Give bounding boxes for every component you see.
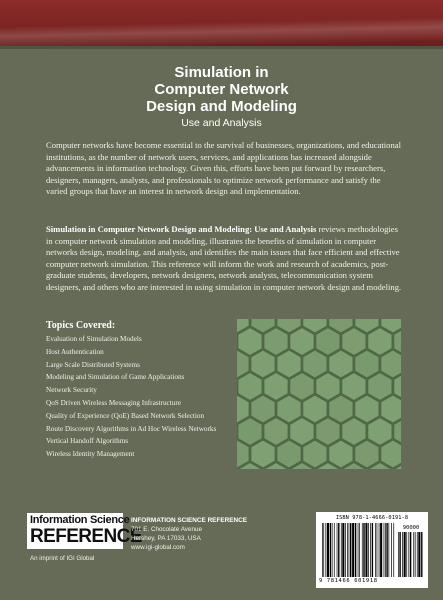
topic-item: Large Scale Distributed Systems: [46, 360, 140, 369]
barcode-bar: [323, 523, 324, 577]
barcode-bar: [347, 523, 348, 577]
barcode-bar: [385, 523, 386, 577]
description-paragraph-1: Computer networks have become essential to the survival of businesses, organizations, and educational institutions, as the number of network users, services, and applications has increased alongside advancements in information technology. Given this, efforts have been put forward by researchers, designers, managers, analysts, and professionals to optimize network performance and satisfy the varied groups that have an interest in network design and implementation.: [46, 140, 401, 197]
barcode-bar: [337, 523, 338, 577]
barcode-bar: [327, 523, 329, 577]
barcode-bar: [421, 532, 422, 577]
barcode-bar: [365, 523, 367, 577]
hexagon-pattern: [237, 319, 401, 469]
barcode-bar: [384, 523, 385, 577]
publisher-address-line-1: 701 E. Chocolate Avenue: [131, 526, 202, 533]
barcode-bar: [352, 523, 354, 577]
ean-number: 9 781466 601918: [319, 578, 378, 584]
book-subtitle: Use and Analysis: [181, 117, 262, 129]
topic-item: Route Discovery Algorithms in Ad Hoc Wireless Networks: [46, 424, 217, 433]
barcode-bar: [345, 523, 346, 577]
barcode-bar: [404, 532, 406, 577]
barcode-bar: [386, 523, 387, 577]
publisher-address-line-2: Hershey, PA 17033, USA: [131, 535, 201, 542]
topic-item: Evaluation of Simulation Models: [46, 335, 142, 343]
hexagon-tile-image: [237, 319, 401, 469]
barcode-bar: [377, 523, 378, 577]
barcode-bar: [402, 532, 403, 577]
topics-heading: Topics Covered:: [46, 320, 116, 331]
publisher-name: INFORMATION SCIENCE REFERENCE: [131, 517, 247, 524]
barcode-bar: [418, 532, 420, 577]
barcode-bars: [322, 523, 396, 577]
barcode-bar: [363, 523, 364, 577]
book-title-block: [0, 64, 443, 130]
barcode-bar: [358, 523, 359, 577]
barcode-bar: [409, 532, 410, 577]
barcode-bar: [341, 523, 342, 577]
topic-item: Host Authentication: [46, 347, 104, 356]
price-code: 90000: [402, 525, 420, 531]
publisher-address: [131, 516, 247, 552]
barcode-bar: [413, 532, 414, 577]
barcode-bar: [342, 523, 344, 577]
barcode-bar: [398, 532, 399, 577]
barcode-addon-bars: [398, 532, 424, 577]
barcode-bar: [410, 532, 411, 577]
description-book-title: Simulation in Computer Network Design and Modeling: Use and Analysis: [46, 224, 317, 234]
barcode-bar: [322, 523, 323, 577]
topic-item: Quality of Experience (QoE) Based Network Selection: [46, 411, 205, 420]
topics-list: [46, 335, 236, 463]
barcode-bar: [332, 523, 333, 577]
publisher-logo: [27, 513, 142, 549]
barcode-bar: [350, 523, 351, 577]
barcode-bar: [330, 523, 331, 577]
book-title-line-3: Design and Modeling: [146, 98, 297, 115]
topic-item: Network Security: [46, 386, 97, 395]
band-edge: [0, 46, 443, 49]
barcode-bar: [355, 523, 356, 577]
imprint-text: An imprint of IGI Global: [30, 555, 95, 562]
logo-line-1: Information Science: [30, 514, 130, 526]
barcode-bar: [415, 532, 416, 577]
barcode-bar: [326, 523, 327, 577]
description-paragraph-2: [46, 224, 402, 294]
barcode-bar: [391, 523, 392, 577]
book-title-line-2: Computer Network: [154, 81, 289, 98]
topic-item: Wireless Identity Management: [46, 450, 135, 459]
barcode-bar: [399, 532, 400, 577]
description-body: reviews methodologies in computer network simulation and modeling, illustrates the benefits of simulation in computer networks design, modeling, and analysis, and identifies the main issues that face efficient and effective computer network simulation. This reference will inform the work and research of academics, post-graduate students, developers, network designers, network analysts, telecommunication system designers, and others who are interested in using simulation in computer network design and modeling.: [46, 224, 402, 292]
topic-item: Modeling and Simulation of Game Applications: [46, 373, 185, 382]
barcode-bar: [368, 523, 369, 577]
barcode-bar: [370, 523, 371, 577]
barcode-bar: [393, 523, 394, 577]
barcode-bar: [359, 523, 360, 577]
book-title-line-1: Simulation in: [174, 64, 269, 81]
barcode-bar: [334, 523, 335, 577]
barcode-bar: [349, 523, 350, 577]
barcode-bar: [375, 523, 376, 577]
barcode-bar: [379, 523, 380, 577]
topic-item: Vertical Handoff Algorithms: [46, 437, 129, 446]
barcode-bar: [338, 523, 339, 577]
isbn-number: ISBN 978-1-4666-0191-8: [335, 515, 409, 521]
isbn-barcode: [316, 512, 428, 588]
barcode-bar: [406, 532, 407, 577]
logo-line-2: REFERENCE: [30, 526, 142, 547]
barcode-bar: [372, 523, 373, 577]
publisher-website: www.igi-global.com: [131, 544, 185, 551]
barcode-bar: [389, 523, 390, 577]
barcode-bar: [380, 523, 382, 577]
barcode-bar: [362, 523, 363, 577]
barcode-bar: [417, 532, 418, 577]
topic-item: QoS Driven Wireless Messaging Infrastructure: [46, 398, 181, 407]
